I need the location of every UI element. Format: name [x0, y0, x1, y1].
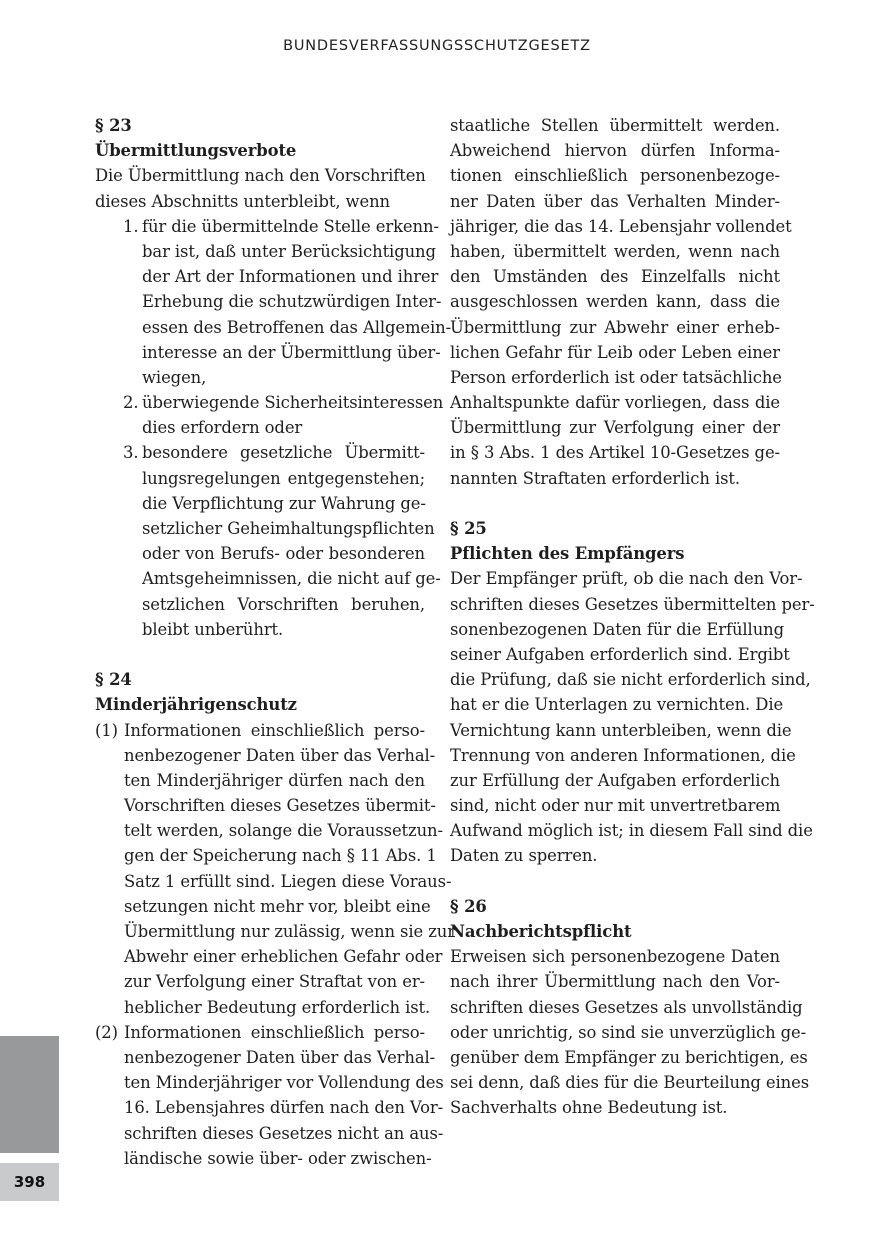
list-item-line: Erhebung die schutzwürdigen Inter- — [142, 292, 442, 312]
paragraph-line: 16. Lebensjahres dürfen nach den Vor- — [124, 1098, 444, 1118]
list-item-line: setzlichen Vorschriften beruhen, — [142, 594, 425, 614]
continuation-line: Abweichend hiervon dürfen Informa- — [450, 141, 780, 161]
list-item-line: die Verpflichtung zur Wahrung ge- — [142, 493, 426, 513]
section-26-line: sei denn, daß dies für die Beurteilung eines — [450, 1073, 810, 1093]
section-26-line: schriften dieses Gesetzes als unvollständig — [450, 997, 803, 1017]
continuation-line: lichen Gefahr für Leib oder Leben einer — [450, 342, 780, 362]
list-item-line: oder von Berufs- oder besonderen — [142, 544, 425, 564]
section-26-title: Nachberichtspflicht — [450, 922, 632, 941]
section-25-line: Vernichtung kann unterbleiben, wenn die — [450, 720, 792, 740]
list-item-line: wiegen, — [142, 367, 207, 387]
paragraph-line: setzungen nicht mehr vor, bleibt eine — [124, 896, 431, 916]
page-number: 398 — [0, 1163, 59, 1201]
section-26-line: Sachverhalts ohne Bedeutung ist. — [450, 1098, 728, 1118]
continuation-line: jähriger, die das 14. Lebensjahr vollendet — [450, 216, 792, 236]
paragraph-line: telt werden, solange die Voraussetzun- — [124, 821, 443, 841]
section-24-title: Minderjährigenschutz — [95, 695, 297, 715]
paragraph-line: ten Minderjähriger dürfen nach den — [124, 770, 425, 790]
section-26-line: oder unrichtig, so sind sie unverzüglich ge- — [450, 1022, 807, 1042]
paragraph-line: schriften dieses Gesetzes nicht an aus- — [124, 1123, 444, 1143]
paragraph-line: Abwehr einer erheblichen Gefahr oder — [124, 947, 443, 967]
running-head: BUNDESVERFASSUNGSSCHUTZGESETZ — [283, 38, 591, 54]
continuation-line: den Umständen des Einzelfalls nicht — [450, 267, 780, 287]
section-26-line: nach ihrer Übermittlung nach den Vor- — [450, 972, 780, 992]
list-item-number: 3. — [123, 443, 139, 463]
continuation-line: Anhaltspunkte dafür vorliegen, dass die — [450, 393, 780, 413]
continuation-line: haben, übermittelt werden, wenn nach — [450, 241, 780, 261]
section-25-line: hat er die Unterlagen zu vernichten. Die — [450, 695, 784, 715]
continuation-line: nannten Straftaten erforderlich ist. — [450, 468, 741, 488]
section-25-line: Daten zu sperren. — [450, 846, 598, 866]
section-25-number: § 25 — [450, 519, 487, 538]
continuation-line: ausgeschlossen werden kann, dass die — [450, 292, 780, 312]
section-25-line: zur Erfüllung der Aufgaben erforderlich — [450, 770, 780, 790]
left-column — [95, 113, 455, 1171]
section-23-title: Übermittlungsverbote — [95, 141, 297, 161]
paragraph-line: ten Minderjähriger vor Vollendung des — [124, 1073, 444, 1093]
paragraph-2: (2) Informationen einschließlich perso- — [95, 1020, 425, 1045]
section-23-intro-line: Die Übermittlung nach den Vorschriften — [95, 166, 426, 186]
right-column — [450, 113, 815, 1121]
paragraph-line: heblicher Bedeutung erforderlich ist. — [124, 997, 431, 1017]
list-item-line: der Art der Informationen und ihrer — [142, 267, 439, 287]
continuation-line: Übermittlung zur Abwehr einer erheb- — [450, 317, 780, 337]
continuation-line: Person erforderlich ist oder tatsächliche — [450, 367, 782, 387]
paragraph-1: (1) Informationen einschließlich perso- — [95, 718, 425, 743]
section-25-line: sonenbezogenen Daten für die Erfüllung — [450, 619, 784, 639]
list-item-3: 3. besondere gesetzliche Übermitt- — [95, 440, 425, 465]
continuation-line: in § 3 Abs. 1 des Artikel 10-Gesetzes ge- — [450, 443, 780, 463]
list-item-line: bleibt unberührt. — [142, 619, 284, 639]
list-item-line: lungsregelungen entgegenstehen; — [142, 468, 425, 488]
paragraph-line: Vorschriften dieses Gesetzes übermit- — [124, 796, 436, 816]
section-25-line: seiner Aufgaben erforderlich sind. Ergibt — [450, 644, 790, 664]
section-24-number: § 24 — [95, 670, 132, 690]
paragraph-number: (1) — [95, 720, 118, 740]
list-item-line: bar ist, daß unter Berücksichtigung — [142, 241, 436, 261]
paragraph-line: zur Verfolgung einer Straftat von er- — [124, 972, 425, 992]
section-26-line: Erweisen sich personenbezogene Daten — [450, 947, 780, 967]
paragraph-line: nenbezogener Daten über das Verhal- — [124, 1047, 436, 1067]
section-23-intro-line: dieses Abschnitts unterbleibt, wenn — [95, 191, 390, 211]
list-item-number: 2. — [123, 393, 139, 413]
section-26-number: § 26 — [450, 896, 487, 916]
section-25-line: Der Empfänger prüft, ob die nach den Vor- — [450, 569, 803, 589]
list-item-line: essen des Betroffenen das Allgemein- — [142, 317, 452, 337]
paragraph-line: gen der Speicherung nach § 11 Abs. 1 — [124, 846, 437, 866]
list-item-line: setzlicher Geheimhaltungspflichten — [142, 519, 435, 538]
list-item-1: 1. für die übermittelnde Stelle erkenn- — [95, 214, 425, 239]
thumb-index-tab — [0, 1036, 59, 1153]
section-25-line: sind, nicht oder nur mit unvertretbarem — [450, 796, 781, 816]
list-item-number: 1. — [123, 216, 139, 236]
section-25-line: Aufwand möglich ist; in diesem Fall sind die — [450, 821, 813, 841]
paragraph-number: (2) — [95, 1022, 118, 1042]
paragraph-line: nenbezogener Daten über das Verhal- — [124, 745, 436, 765]
section-25-line: die Prüfung, daß sie nicht erforderlich sind, — [450, 670, 811, 690]
list-item-line: dies erfordern oder — [142, 418, 303, 438]
continuation-line: Übermittlung zur Verfolgung einer der — [450, 418, 780, 438]
list-item-line: Amtsgeheimnissen, die nicht auf ge- — [142, 569, 441, 589]
list-item-2: 2. überwiegende Sicherheitsinteressen — [95, 390, 425, 415]
list-item-line: interesse an der Übermittlung über- — [142, 342, 441, 362]
continuation-line: tionen einschließlich personenbezoge- — [450, 166, 780, 186]
continuation-line: ner Daten über das Verhalten Minder- — [450, 191, 780, 211]
section-25-line: Trennung von anderen Informationen, die — [450, 745, 796, 765]
section-26-line: genüber dem Empfänger zu berichtigen, es — [450, 1047, 808, 1067]
section-25-title: Pflichten des Empfängers — [450, 544, 685, 564]
section-23-number: § 23 — [95, 116, 132, 135]
section-25-line: schriften dieses Gesetzes übermittelten per- — [450, 594, 815, 614]
paragraph-line: ländische sowie über- oder zwischen- — [124, 1148, 432, 1168]
continuation-line: staatliche Stellen übermittelt werden. — [450, 116, 780, 135]
paragraph-line: Satz 1 erfüllt sind. Liegen diese Voraus- — [124, 871, 452, 891]
paragraph-line: Übermittlung nur zulässig, wenn sie zur — [124, 922, 455, 941]
